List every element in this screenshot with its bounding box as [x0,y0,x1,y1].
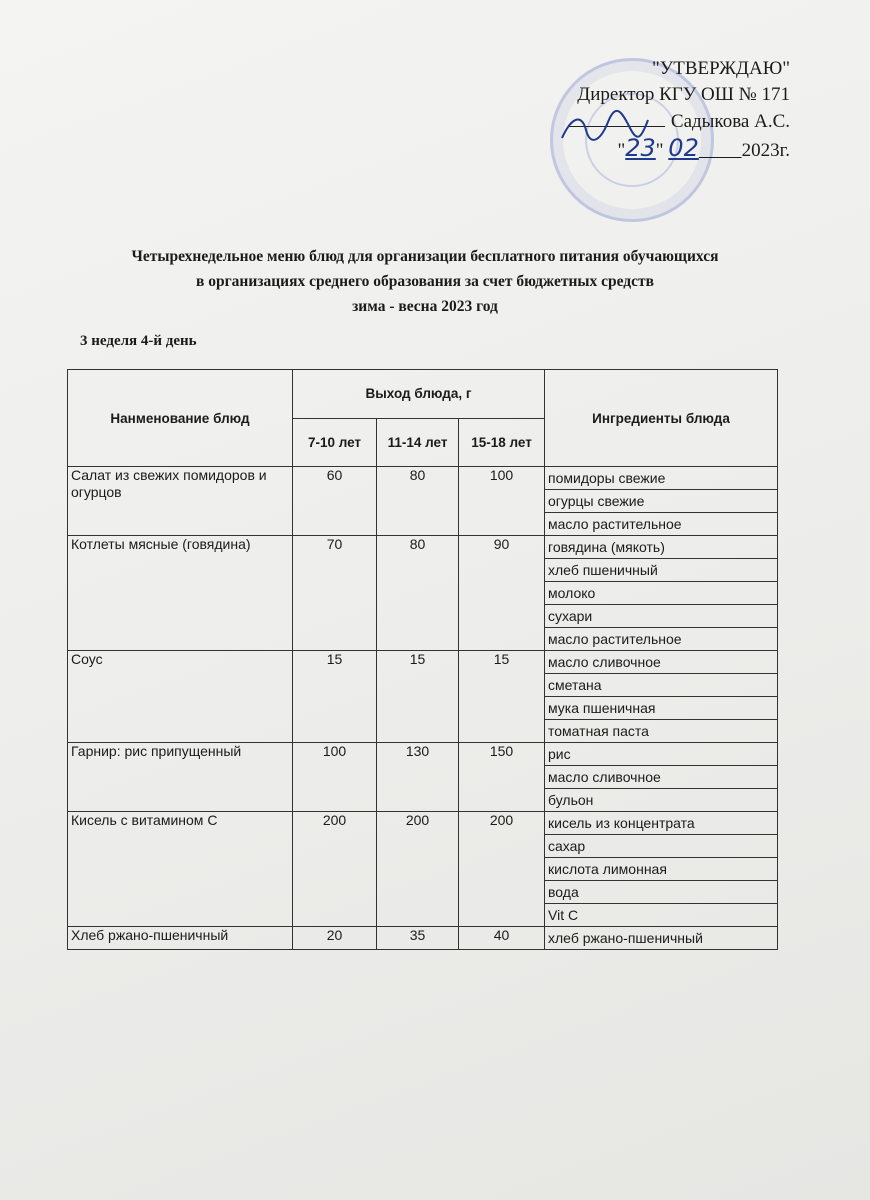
header-age-7-10: 7-10 лет [293,418,377,467]
output-7-10-cell: 20 [293,927,377,950]
ingredient-cell: Vit C [545,904,778,927]
dish-name-cell: Гарнир: рис припущенный [68,743,293,812]
output-7-10-cell: 70 [293,536,377,651]
approval-title: "УТВЕРЖДАЮ" [652,58,790,79]
output-11-14-cell: 130 [377,743,459,812]
header-ingredients: Ингредиенты блюда [545,370,778,467]
approval-position: Директор КГУ ОШ № 171 [577,84,790,105]
ingredient-cell: бульон [545,789,778,812]
output-7-10-cell: 60 [293,467,377,536]
output-15-18-cell: 200 [459,812,545,927]
ingredient-cell: говядина (мякоть) [545,536,778,559]
menu-table-body [68,467,778,950]
output-15-18-cell: 150 [459,743,545,812]
ingredient-cell: кислота лимонная [545,858,778,881]
approval-year: 2023г. [741,140,790,161]
ingredient-cell: рис [545,743,778,766]
table-row [68,536,778,559]
ingredient-cell: масло сливочное [545,766,778,789]
header-output: Выход блюда, г [293,370,545,419]
output-15-18-cell: 40 [459,927,545,950]
ingredient-cell: масло растительное [545,513,778,536]
dish-name-cell: Кисель с витамином С [68,812,293,927]
output-11-14-cell: 35 [377,927,459,950]
menu-table [67,369,778,950]
ingredient-cell: масло растительное [545,628,778,651]
ingredient-cell: молоко [545,582,778,605]
ingredient-cell: сметана [545,674,778,697]
ingredient-cell: вода [545,881,778,904]
table-row [68,743,778,766]
ingredient-cell: хлеб ржано-пшеничный [545,927,778,950]
header-age-11-14: 11-14 лет [377,418,459,467]
signature-icon [560,108,650,148]
ingredient-cell: хлеб пшеничный [545,559,778,582]
title-line-3: зима - весна 2023 год [352,298,498,315]
table-row [68,467,778,490]
output-7-10-cell: 15 [293,651,377,743]
approval-date: "23" 02 2023г. [617,134,790,162]
page-title [40,244,810,319]
output-15-18-cell: 15 [459,651,545,743]
output-15-18-cell: 100 [459,467,545,536]
table-row [68,927,778,950]
ingredient-cell: сухари [545,605,778,628]
title-line-2: в организациях среднего образования за счет бюджетных средств [196,273,654,290]
output-11-14-cell: 200 [377,812,459,927]
header-dish-name: Нанменование блюд [68,370,293,467]
ingredient-cell: сахар [545,835,778,858]
ingredient-cell: масло сливочное [545,651,778,674]
output-11-14-cell: 15 [377,651,459,743]
approval-name: Садыкова А.С. [670,111,790,132]
output-11-14-cell: 80 [377,536,459,651]
ingredient-cell: огурцы свежие [545,490,778,513]
header-age-15-18: 15-18 лет [459,418,545,467]
output-15-18-cell: 90 [459,536,545,651]
dish-name-cell: Салат из свежих помидоров и огурцов [68,467,293,536]
table-row [68,651,778,674]
approval-month: 02 [668,134,699,162]
title-line-1: Четырехнедельное меню блюд для организации бесплатного питания обучающихся [131,248,719,265]
dish-name-cell: Хлеб ржано-пшеничный [68,927,293,950]
ingredient-cell: мука пшеничная [545,697,778,720]
ingredient-cell: помидоры свежие [545,467,778,490]
table-row [68,812,778,835]
output-11-14-cell: 80 [377,467,459,536]
ingredient-cell: кисель из концентрата [545,812,778,835]
approval-day: 23 [625,134,656,162]
dish-name-cell: Котлеты мясные (говядина) [68,536,293,651]
output-7-10-cell: 100 [293,743,377,812]
ingredient-cell: томатная паста [545,720,778,743]
dish-name-cell: Соус [68,651,293,743]
week-day-label: 3 неделя 4-й день [80,333,197,349]
output-7-10-cell: 200 [293,812,377,927]
